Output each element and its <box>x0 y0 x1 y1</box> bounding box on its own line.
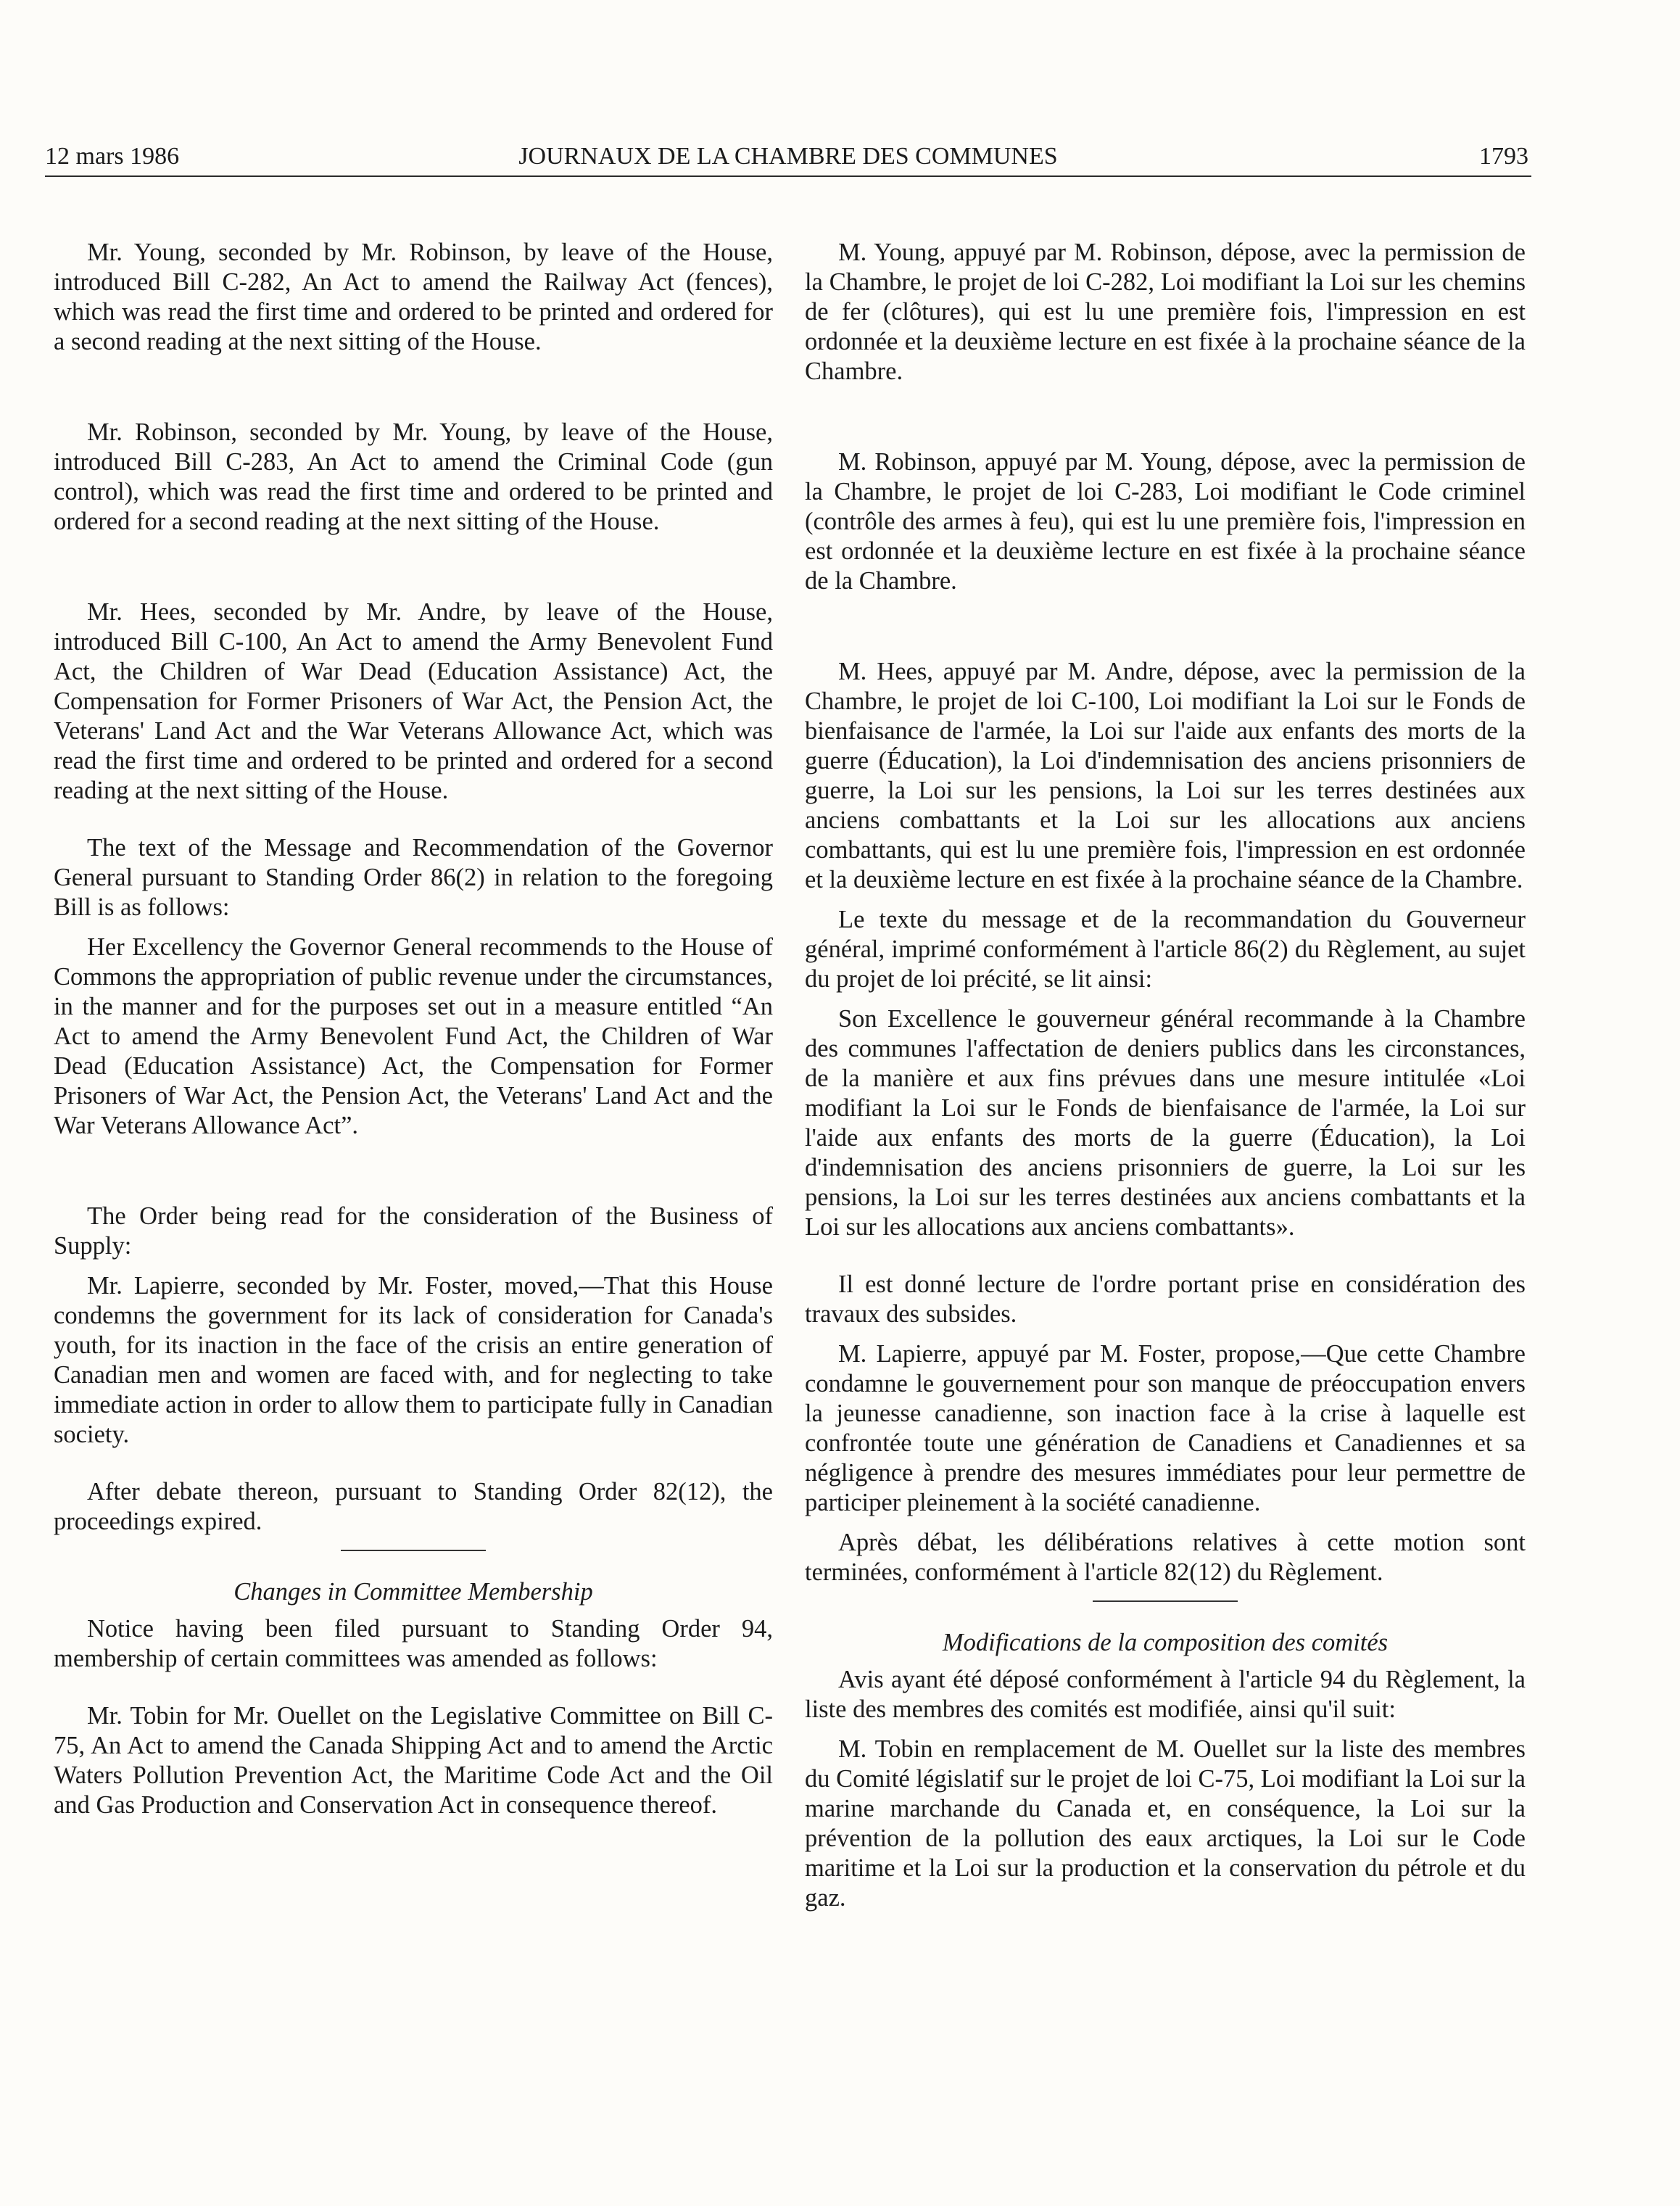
fr-paragraph-recommendation: Son Excellence le gouverneur général recommande à la Chambre des communes l'affectation de deniers publics dans les circonstances, de la manière et aux fins prévues dans une mesure intitulée «Loi modifiant la Loi sur le Fonds de bienfaisance de l'armée, la Loi sur l'aide aux enfants des morts de la guerre (Éducation), la Loi d'indemnisation des anciens prisonniers de guerre, la Loi sur les pensions, la Loi sur les terres destinées aux anciens combattants et la Loi sur les allocations aux anciens combattants». <box>805 1005 1526 1241</box>
en-paragraph-motion: Mr. Lapierre, seconded by Mr. Foster, moved,—That this House condemns the government for its lack of consideration for Canada's youth, for its inaction in the face of the crisis an entire generation of Canadian men and women are faced with, and for neglecting to take immediate action in order to allow them to participate fully in Canadian society. <box>54 1272 773 1448</box>
fr-paragraph-order-supply: Il est donné lecture de l'ordre portant prise en considération des travaux des subsides. <box>805 1271 1526 1328</box>
en-paragraph-committee-change: Mr. Tobin for Mr. Ouellet on the Legislative Committee on Bill C-75, An Act to amend the Canada Shipping Act and to amend the Arctic Waters Pollution Prevention Act, the Maritime Code Act and the Oil and Gas Production and Conservation Act in consequence thereof. <box>54 1702 773 1819</box>
en-paragraph-bill-c100: Mr. Hees, seconded by Mr. Andre, by leave of the House, introduced Bill C-100, An Act to amend the Army Benevolent Fund Act, the Children of War Dead (Education Assistance) Act, the Compensation for Former Prisoners of War Act, the Pension Act, the Veterans' Land Act and the War Veterans Allowance Act, which was read the first time and ordered to be printed and ordered for a second reading at the next sitting of the House. <box>54 598 773 804</box>
page-number: 1793 <box>1479 143 1528 170</box>
page-header <box>45 138 1531 177</box>
fr-section-title: Modifications de la composition des comités <box>942 1629 1389 1656</box>
en-paragraph-order-supply: The Order being read for the consideration of the Business of Supply: <box>54 1202 773 1260</box>
fr-paragraph-message-intro: Le texte du message et de la recommandation du Gouverneur général, imprimé conformément à l'article 86(2) du Règlement, au sujet du projet de loi précité, se lit ainsi: <box>805 906 1526 993</box>
header-title: JOURNAUX DE LA CHAMBRE DES COMMUNES <box>518 143 1058 170</box>
fr-paragraph-committee-change: M. Tobin en remplacement de M. Ouellet sur la liste des membres du Comité législatif sur le projet de loi C-75, Loi modifiant la Loi sur la marine marchande du Canada et, en conséquence, la Loi sur la prévention de la pollution des eaux arctiques, la Loi sur le Code maritime et la Loi sur la production et la conservation du pétrole et du gaz. <box>805 1735 1526 1912</box>
fr-paragraph-motion: M. Lapierre, appuyé par M. Foster, propose,—Que cette Chambre condamne le gouvernement pour son manque de préoccupation envers la jeunesse canadienne, son inaction face à la crise à laquelle est confrontée toute une génération de Canadiens et Canadiennes et sa négligence à prendre des mesures immédiates pour leur permettre de participer pleinement à la société canadienne. <box>805 1340 1526 1516</box>
header-date: 12 mars 1986 <box>45 143 180 170</box>
en-paragraph-debate: After debate thereon, pursuant to Standing Order 82(12), the proceedings expired. <box>54 1478 773 1535</box>
en-paragraph-bill-c283: Mr. Robinson, seconded by Mr. Young, by leave of the House, introduced Bill C-283, An Act to amend the Criminal Code (gun control), which was read the first time and ordered to be printed and ordered for a second reading at the next sitting of the House. <box>54 418 773 535</box>
en-paragraph-bill-c282: Mr. Young, seconded by Mr. Robinson, by leave of the House, introduced Bill C-282, An Act to amend the Railway Act (fences), which was read the first time and ordered to be printed and ordered for a second reading at the next sitting of the House. <box>54 239 773 355</box>
fr-paragraph-bill-c100: M. Hees, appuyé par M. Andre, dépose, avec la permission de la Chambre, le projet de loi C-100, Loi modifiant la Loi sur le Fonds de bienfaisance de l'armée, la Loi sur l'aide aux enfants des morts de la guerre (Éducation), la Loi d'indemnisation des anciens prisonniers de guerre, la Loi sur les pensions, la Loi sur les terres destinées aux anciens combattants et la Loi sur les allocations aux anciens combattants, qui est lu une première fois, l'impression en est ordonnée et la deuxième lecture en est fixée à la prochaine séance de la Chambre. <box>805 658 1526 893</box>
en-paragraph-recommendation: Her Excellency the Governor General recommends to the House of Commons the appropriation of public revenue under the circumstances, in the manner and for the purposes set out in a measure entitled “An Act to amend the Army Benevolent Fund Act, the Children of War Dead (Education Assistance) Act, the Compensation for Former Prisoners of War Act, the Pension Act, the Veterans' Land Act and the War Veterans Allowance Act”. <box>54 933 773 1139</box>
fr-paragraph-bill-c283: M. Robinson, appuyé par M. Young, dépose, avec la permission de la Chambre, le projet de loi C-283, Loi modifiant le Code criminel (contrôle des armes à feu), qui est lu une première fois, l'impression en est ordonnée et la deuxième lecture en est fixée à la prochaine séance de la Chambre. <box>805 448 1526 595</box>
fr-paragraph-debate: Après débat, les délibérations relatives à cette motion sont terminées, conformément à l'article 82(12) du Règlement. <box>805 1529 1526 1586</box>
english-column <box>54 238 773 1820</box>
en-divider <box>54 1537 773 1566</box>
en-paragraph-notice: Notice having been filed pursuant to Standing Order 94, membership of certain committees was amended as follows: <box>54 1615 773 1672</box>
fr-paragraph-notice: Avis ayant été déposé conformément à l'article 94 du Règlement, la liste des membres des comités est modifiée, ainsi qu'il suit: <box>805 1666 1526 1723</box>
fr-divider <box>805 1587 1526 1616</box>
french-column <box>805 238 1526 1913</box>
en-section-title: Changes in Committee Membership <box>233 1578 593 1606</box>
fr-paragraph-bill-c282: M. Young, appuyé par M. Robinson, dépose, avec la permission de la Chambre, le projet de loi C-282, Loi modifiant la Loi sur les chemins de fer (clôtures), qui est lu une première fois, l'impression en est ordonnée et la deuxième lecture en est fixée à la prochaine séance de la Chambre. <box>805 239 1526 385</box>
en-paragraph-message-intro: The text of the Message and Recommendation of the Governor General pursuant to Standing Order 86(2) in relation to the foregoing Bill is as follows: <box>54 834 773 921</box>
